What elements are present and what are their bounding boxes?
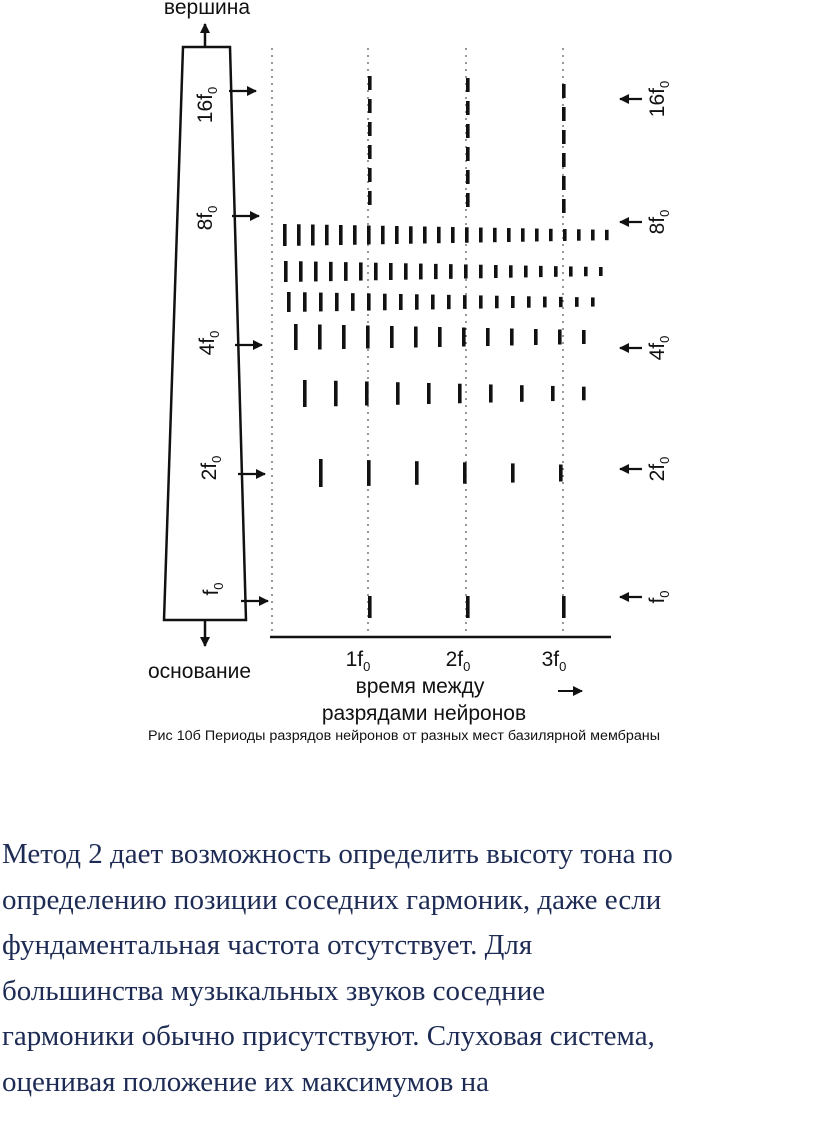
- spike-mark: [510, 329, 514, 346]
- spike-mark: [451, 227, 455, 243]
- spike-mark: [287, 292, 291, 312]
- spike-mark: [383, 294, 387, 311]
- x-tick-2f0: $2f_0$: [445, 648, 471, 674]
- body-line: Метод 2 дает возможность определить высоту тона по: [2, 838, 673, 870]
- body-line: оценивая положение их максимумов на: [2, 1065, 489, 1098]
- spike-mark: [359, 262, 363, 280]
- spike-mark: [395, 226, 399, 244]
- spike-mark: [367, 460, 371, 486]
- spike-mark: [368, 145, 372, 159]
- body-line: фундаментальная частота отсутствует. Для: [2, 929, 533, 961]
- spike-mark: [521, 228, 525, 241]
- spike-mark: [329, 262, 333, 281]
- spike-mark: [551, 386, 555, 401]
- spike-mark: [335, 293, 339, 311]
- spike-mark: [582, 330, 586, 344]
- spike-mark: [559, 297, 563, 307]
- spike-mark: [319, 293, 323, 312]
- right-label-2f0: $2f_0$: [646, 456, 672, 482]
- spike-mark: [366, 326, 370, 349]
- spike-mark: [389, 263, 393, 280]
- spike-mark: [543, 297, 547, 308]
- body-paragraph: [2, 832, 814, 1105]
- spike-mark: [605, 230, 609, 240]
- spike-mark: [319, 459, 323, 487]
- spike-mark: [458, 384, 462, 404]
- spike-mark: [381, 226, 385, 244]
- spike-mark: [599, 267, 603, 276]
- spike-mark: [562, 596, 566, 618]
- spike-mark: [520, 385, 524, 402]
- spike-mark: [524, 266, 528, 278]
- spike-mark: [493, 228, 497, 242]
- body-line: большинства музыкальных звуков соседние: [2, 974, 546, 1007]
- body-line: гармоники обычно присутствуют. Слуховая система,: [2, 1020, 655, 1052]
- spike-mark: [415, 461, 419, 485]
- spike-mark: [577, 229, 581, 240]
- x-tick-1f0: $1f_0$: [345, 648, 371, 674]
- spike-mark: [431, 295, 435, 310]
- right-label-f0: $f_0$: [646, 590, 672, 604]
- spike-mark: [374, 263, 378, 281]
- spike-mark: [283, 224, 287, 246]
- spike-mark: [479, 265, 483, 279]
- spike-mark: [437, 227, 441, 243]
- spike-mark: [294, 324, 298, 350]
- spike-mark: [297, 224, 301, 245]
- spike-mark: [318, 325, 322, 350]
- spike-mark: [463, 295, 467, 309]
- figure-caption: Рис 10б Периоды разрядов нейронов от разных мест базилярной мембраны: [148, 728, 660, 743]
- spike-mark: [284, 261, 288, 282]
- left-label-2f0: $2f_0$: [198, 455, 224, 481]
- spike-mark: [535, 229, 539, 242]
- axis-label-line2: разрядами нейронов: [321, 702, 527, 725]
- spike-mark: [414, 327, 418, 348]
- left-label-4f0: $4f_0$: [196, 330, 222, 356]
- basilar-membrane-shape: [164, 47, 246, 620]
- spike-mark: [466, 596, 470, 618]
- left-label-8f0: $8f_0$: [194, 205, 220, 231]
- spike-mark: [367, 226, 371, 245]
- spike-mark: [368, 596, 372, 618]
- spike-mark: [463, 462, 467, 483]
- spike-mark: [409, 226, 413, 243]
- spike-mark: [563, 229, 567, 241]
- spike-mark: [562, 107, 566, 121]
- spike-mark: [562, 84, 566, 98]
- spike-mark: [342, 325, 346, 349]
- spike-mark: [495, 296, 499, 309]
- spike-mark: [466, 124, 470, 138]
- spike-mark: [466, 101, 470, 115]
- spike-mark: [415, 294, 419, 309]
- spike-mark: [569, 266, 573, 276]
- right-label-8f0: $8f_0$: [646, 209, 672, 235]
- spike-mark: [344, 262, 348, 281]
- x-tick-3f0: $3f_0$: [541, 648, 567, 674]
- spike-mark: [479, 228, 483, 243]
- spike-mark: [423, 227, 427, 244]
- left-label-f0: $f_0$: [200, 582, 226, 596]
- left-label-16f0: $16f_0$: [194, 86, 220, 124]
- spike-mark: [466, 193, 470, 207]
- spike-mark: [554, 266, 558, 277]
- spike-mark: [334, 381, 338, 407]
- spike-mark: [591, 297, 595, 306]
- spike-mark: [368, 76, 372, 90]
- spike-mark: [464, 264, 468, 278]
- spike-mark: [494, 265, 498, 278]
- spike-mark: [527, 296, 531, 307]
- spike-mark: [575, 297, 579, 307]
- spike-mark: [365, 381, 369, 405]
- spike-mark: [390, 326, 394, 348]
- axis-label-line1: время между: [355, 675, 485, 698]
- spike-mark: [479, 295, 483, 308]
- spike-mark: [339, 225, 343, 245]
- spike-mark: [299, 261, 303, 281]
- spike-mark: [582, 387, 586, 401]
- spike-mark: [466, 170, 470, 184]
- spike-mark: [509, 265, 513, 277]
- spike-mark: [511, 463, 515, 482]
- spike-mark: [562, 153, 566, 167]
- spike-mark: [447, 295, 451, 309]
- spike-mark: [534, 329, 538, 345]
- spike-mark: [368, 99, 372, 113]
- spike-mark: [368, 168, 372, 182]
- spike-mark: [396, 382, 400, 405]
- spike-mark: [562, 199, 566, 213]
- spike-mark: [367, 293, 371, 310]
- spike-mark: [419, 264, 423, 280]
- spike-mark: [462, 328, 466, 347]
- spike-mark: [562, 130, 566, 144]
- apex-label: вершина: [163, 0, 251, 19]
- body-line: определению позиции соседних гармоник, даже если: [2, 883, 662, 916]
- spike-mark: [465, 227, 469, 242]
- spike-mark: [486, 328, 490, 346]
- spike-mark: [314, 262, 318, 282]
- spike-mark: [303, 380, 307, 407]
- spike-mark: [438, 327, 442, 347]
- spike-mark: [353, 225, 357, 244]
- spike-mark: [404, 263, 408, 279]
- spike-mark: [562, 176, 566, 190]
- spike-mark: [427, 383, 431, 404]
- spike-mark: [559, 465, 563, 482]
- spike-mark: [368, 122, 372, 136]
- right-label-4f0: $4f_0$: [646, 335, 672, 361]
- spike-mark: [507, 228, 511, 242]
- spike-mark: [549, 229, 553, 241]
- spike-mark: [489, 384, 493, 402]
- spike-mark: [325, 225, 329, 245]
- spike-mark: [558, 330, 562, 345]
- right-label-16f0: $16f_0$: [646, 80, 672, 118]
- spike-mark: [368, 191, 372, 205]
- spike-mark: [466, 78, 470, 92]
- spike-mark: [303, 292, 307, 311]
- spike-mark: [351, 293, 355, 311]
- spike-mark: [311, 225, 315, 246]
- spike-mark: [399, 294, 403, 310]
- spike-mark: [584, 267, 588, 277]
- base-label: основание: [148, 660, 252, 683]
- spike-mark: [449, 264, 453, 279]
- spike-mark: [466, 147, 470, 161]
- spike-marks: [283, 76, 609, 618]
- spike-mark: [434, 264, 438, 279]
- spike-mark: [539, 266, 543, 277]
- spike-mark: [511, 296, 515, 308]
- spike-mark: [591, 230, 595, 241]
